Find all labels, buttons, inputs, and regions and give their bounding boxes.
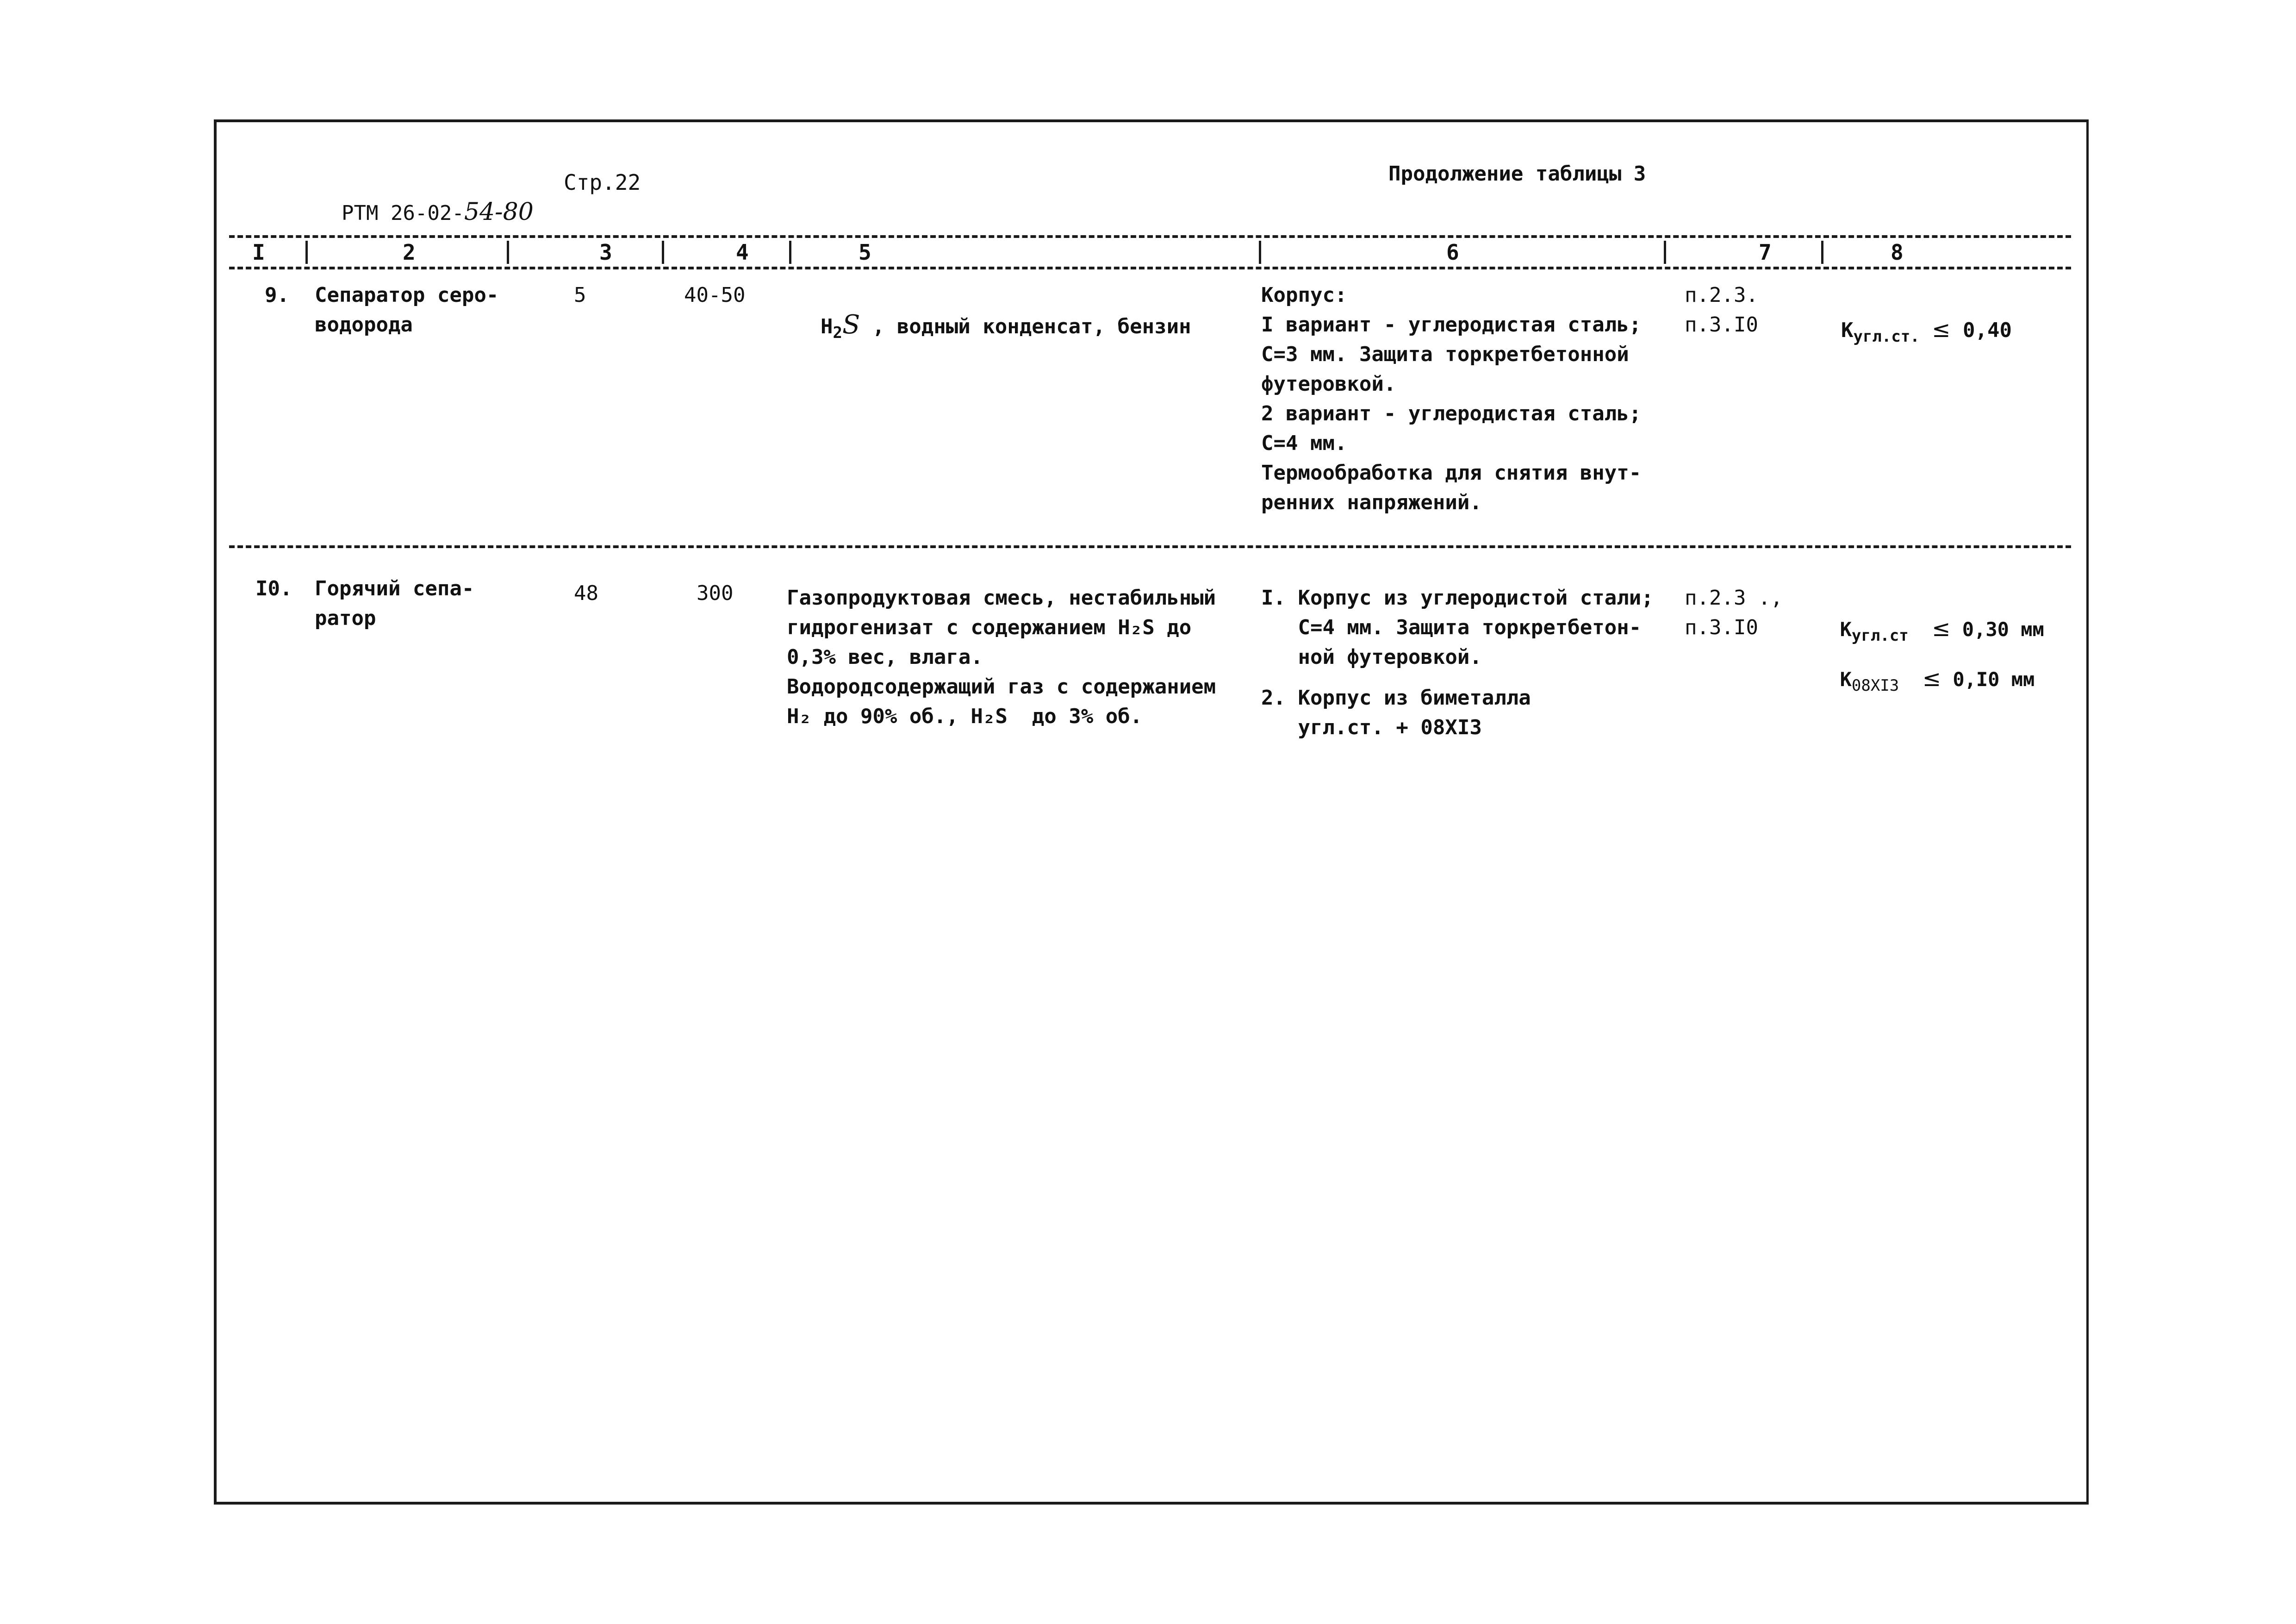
column-number-7: 7 [1759,240,1772,265]
rate-k: К [1840,618,1852,641]
design-line: С=3 мм. Защита торкретбетонной [1261,343,1629,366]
medium-text: , водный конденсат, бензин [860,315,1191,338]
design-line: I вариант - углеродистая сталь; [1261,313,1642,337]
column-3-value: 48 [574,581,598,605]
rate-value: 0,30 мм [1962,618,2044,641]
column-3-value: 5 [574,283,586,307]
design-line: I. Корпус из углеродистой стали; [1261,586,1654,610]
item-name-line: водорода [315,313,413,337]
medium-description [796,281,1191,348]
reference-line: п.3.I0 [1685,616,1758,639]
doc-code [317,168,534,228]
corrosion-rate [1817,285,2012,351]
row-number: I0. [255,577,292,600]
rate-material: угл.ст [1851,626,1909,645]
column-separator [662,241,664,264]
item-name-line: Сепаратор серо- [315,283,499,307]
column-separator [507,241,509,264]
medium-line: Водородсодержащий газ с содержанием [787,675,1216,699]
rate-value: 0,I0 мм [1953,668,2035,691]
column-number-3: 3 [599,240,612,265]
rate-value: 0,40 [1963,319,2012,342]
design-line: С=4 мм. [1261,431,1347,455]
column-separator [305,241,308,264]
item-name-line: ратор [315,606,376,630]
design-line: ной футеровкой. [1261,645,1482,669]
design-line: Корпус: [1261,283,1347,307]
design-line: ренних напряжений. [1261,491,1482,514]
less-or-equal-icon: ≤ [1922,666,1941,692]
design-line: 2. Корпус из биметалла [1261,686,1531,710]
design-line: угл.ст. + 08ХI3 [1261,716,1482,739]
column-4-value: 40-50 [684,283,746,307]
design-line: 2 вариант - углеродистая сталь; [1261,402,1642,425]
item-name-line: Горячий сепа- [315,577,474,600]
header-bottom-rule [229,267,2071,269]
rate-k: К [1840,668,1852,691]
design-line: С=4 мм. Защита торкретбетон- [1261,616,1642,639]
reference-line: п.2.3 ., [1685,586,1783,610]
column-number-2: 2 [403,240,416,265]
design-line: Термообработка для снятия внут- [1261,461,1642,485]
medium-line: 0,3% вес, влага. [787,645,983,669]
column-number-1: I [252,240,265,265]
header-top-rule [229,235,2071,238]
column-separator [789,241,791,264]
table-continuation-title: Продолжение таблицы 3 [1388,162,1646,186]
page-number: Стр.22 [564,170,641,195]
doc-code-prefix: РТМ 26-02- [341,201,464,225]
formula-h: H [820,315,833,338]
column-4-value: 300 [697,581,734,605]
column-separator [1664,241,1666,264]
medium-line: H₂ до 90% об., H₂S до 3% об. [787,705,1143,728]
corrosion-rate [1817,634,2035,700]
column-number-4: 4 [736,240,749,265]
row-divider [229,545,2071,548]
formula-s: S [842,310,860,340]
medium-line: Газопродуктовая смесь, нестабильный [787,586,1216,610]
column-number-6: 6 [1446,240,1459,265]
reference-line: п.3.I0 [1685,313,1758,337]
rate-material: угл.ст. [1853,327,1920,346]
less-or-equal-icon: ≤ [1932,317,1951,343]
column-number-8: 8 [1891,240,1904,265]
row-number: 9. [265,283,289,307]
reference-line: п.2.3. [1685,283,1758,307]
column-separator [1821,241,1823,264]
medium-line: гидрогенизат с содержанием H₂S до [787,616,1192,639]
rate-material: 08ХI3 [1851,676,1899,695]
doc-code-handwritten: 54-80 [464,198,534,226]
design-line: футеровкой. [1261,372,1396,396]
column-number-5: 5 [859,240,871,265]
less-or-equal-icon: ≤ [1932,616,1951,642]
rate-k: К [1841,319,1854,342]
formula-subscript: 2 [833,324,842,342]
column-separator [1259,241,1261,264]
